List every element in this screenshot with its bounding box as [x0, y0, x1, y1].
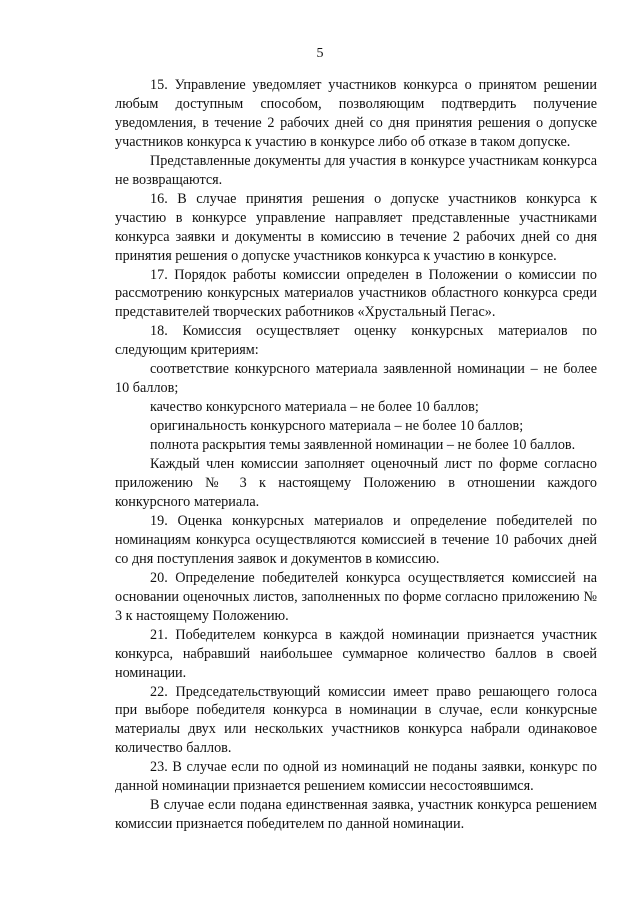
- criterion-originality: оригинальность конкурсного материала – не более 10 баллов;: [150, 418, 524, 435]
- paragraph-22: 22. Председательствующий комиссии имеет право решающего голоса при выборе победителя конкурса в номинации в случае, если конкурсные материалы двух или нескольких участников конкурса набрали одинаковое количество баллов.: [115, 683, 597, 757]
- criterion-completeness: полнота раскрытия темы заявленной номинации – не более 10 баллов.: [150, 437, 576, 454]
- paragraph-single-application: В случае если подана единственная заявка, участник конкурса решением комиссии признается победителем по данной номинации.: [115, 797, 597, 833]
- paragraph-20: 20. Определение победителей конкурса осуществляется комиссией на основании оценочных листов, заполненных по форме согласно приложению № 3 к настоящему Положению.: [115, 569, 597, 624]
- paragraph-documents-not-returned: Представленные документы для участия в конкурсе участникам конкурса не возвращаются.: [115, 152, 597, 188]
- paragraph-21: 21. Победителем конкурса в каждой номинации признается участник конкурса, набравший наибольшее суммарное количество баллов в своей номинации.: [115, 626, 597, 681]
- paragraph-16: 16. В случае принятия решения о допуске участников конкурса к участию в конкурсе управление направляет представленные участниками конкурса заявки и документы в комиссию в течение 2 рабочих дней со дня принятия решения о допуске участников конкурса к участию в конкурсе.: [115, 190, 597, 264]
- criterion-compliance: соответствие конкурсного материала заявленной номинации – не более 10 баллов;: [115, 361, 597, 397]
- criterion-quality: качество конкурсного материала – не более 10 баллов;: [150, 399, 479, 416]
- page-number: 5: [316, 46, 324, 61]
- paragraph-23: 23. В случае если по одной из номинаций не поданы заявки, конкурс по данной номинации признается решением комиссии несостоявшимся.: [115, 759, 597, 795]
- paragraph-15: 15. Управление уведомляет участников конкурса о принятом решении любым доступным способом, позволяющим подтвердить получение уведомления, в течение 2 рабочих дней со дня принятия решения о допуске участников конкурса к участию в конкурсе либо об отказе в таком допуске.: [115, 77, 597, 150]
- document-body: [115, 76, 597, 834]
- paragraph-evaluation-sheet: Каждый член комиссии заполняет оценочный лист по форме согласно приложению № 3 к настоящему Положению в отношении каждого конкурсного материала.: [115, 456, 597, 510]
- paragraph-18: 18. Комиссия осуществляет оценку конкурсных материалов по следующим критериям:: [115, 323, 597, 359]
- paragraph-19: 19. Оценка конкурсных материалов и определение победителей по номинациям конкурса осуществляются комиссией в течение 10 рабочих дней со дня поступления заявок и документов в комиссию.: [115, 512, 597, 567]
- paragraph-17: 17. Порядок работы комиссии определен в Положении о комиссии по рассмотрению конкурсных материалов участников областного конкурса среди представителей творческих работников «Хрустальный Пегас».: [115, 266, 597, 321]
